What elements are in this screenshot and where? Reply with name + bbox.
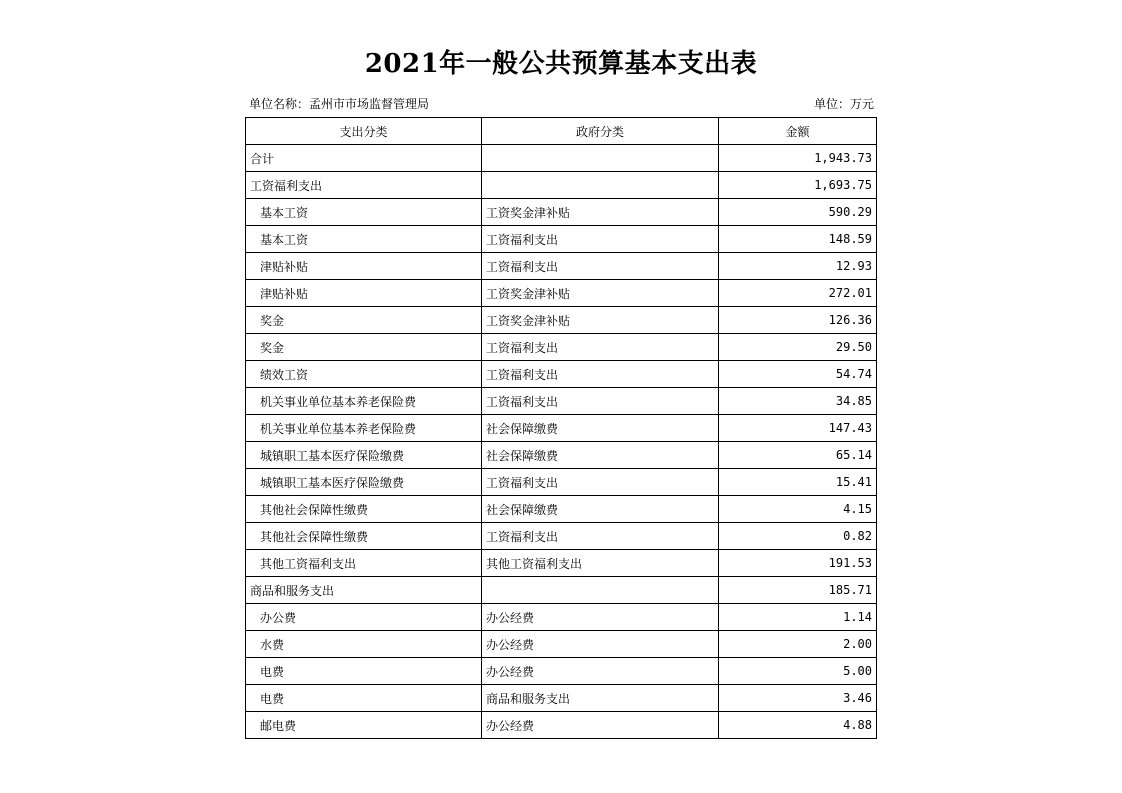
unit-name: 单位名称：孟州市市场监督管理局 — [249, 97, 430, 111]
page-title: 2021年一般公共预算基本支出表 — [364, 49, 758, 79]
cell-amount: 1,693.75 — [719, 172, 877, 199]
cell-amount: 15.41 — [719, 469, 877, 496]
table-row — [246, 550, 877, 577]
cell-gov-category: 商品和服务支出 — [482, 685, 719, 712]
cell-expense-category: 基本工资 — [246, 226, 482, 253]
cell-amount: 126.36 — [719, 307, 877, 334]
table-row — [246, 604, 877, 631]
cell-amount: 54.74 — [719, 361, 877, 388]
cell-amount: 590.29 — [719, 199, 877, 226]
cell-expense-category: 电费 — [246, 658, 482, 685]
cell-amount: 4.15 — [719, 496, 877, 523]
cell-gov-category: 工资奖金津补贴 — [482, 280, 719, 307]
table-row — [246, 172, 877, 199]
table-row — [246, 577, 877, 604]
table-row — [246, 145, 877, 172]
cell-expense-category: 办公费 — [246, 604, 482, 631]
cell-amount: 5.00 — [719, 658, 877, 685]
table-row — [246, 496, 877, 523]
cell-gov-category: 工资福利支出 — [482, 334, 719, 361]
cell-gov-category: 社会保障缴费 — [482, 415, 719, 442]
cell-expense-category: 水费 — [246, 631, 482, 658]
cell-amount: 147.43 — [719, 415, 877, 442]
cell-amount: 4.88 — [719, 712, 877, 739]
cell-gov-category — [482, 577, 719, 604]
cell-gov-category: 工资福利支出 — [482, 388, 719, 415]
cell-gov-category — [482, 172, 719, 199]
cell-expense-category: 机关事业单位基本养老保险费 — [246, 415, 482, 442]
cell-amount: 185.71 — [719, 577, 877, 604]
cell-gov-category: 工资奖金津补贴 — [482, 307, 719, 334]
cell-expense-category: 邮电费 — [246, 712, 482, 739]
cell-amount: 12.93 — [719, 253, 877, 280]
cell-gov-category: 社会保障缴费 — [482, 442, 719, 469]
table-row — [246, 388, 877, 415]
cell-expense-category: 电费 — [246, 685, 482, 712]
cell-amount: 272.01 — [719, 280, 877, 307]
cell-expense-category: 津贴补贴 — [246, 253, 482, 280]
cell-expense-category: 其他社会保障性缴费 — [246, 523, 482, 550]
cell-expense-category: 奖金 — [246, 334, 482, 361]
table-row — [246, 523, 877, 550]
cell-amount: 29.50 — [719, 334, 877, 361]
cell-gov-category: 办公经费 — [482, 604, 719, 631]
table-header-row — [246, 118, 877, 145]
cell-amount: 1.14 — [719, 604, 877, 631]
cell-gov-category: 工资福利支出 — [482, 226, 719, 253]
header-expense-category: 支出分类 — [246, 118, 482, 145]
table-row — [246, 307, 877, 334]
cell-amount: 148.59 — [719, 226, 877, 253]
cell-expense-category: 其他工资福利支出 — [246, 550, 482, 577]
cell-gov-category: 工资福利支出 — [482, 469, 719, 496]
cell-expense-category: 商品和服务支出 — [246, 577, 482, 604]
budget-table — [245, 117, 877, 739]
cell-gov-category: 工资福利支出 — [482, 253, 719, 280]
cell-gov-category: 办公经费 — [482, 631, 719, 658]
table-row — [246, 280, 877, 307]
cell-amount: 1,943.73 — [719, 145, 877, 172]
cell-gov-category: 办公经费 — [482, 658, 719, 685]
header-gov-category: 政府分类 — [482, 118, 719, 145]
table-row — [246, 712, 877, 739]
header-amount: 金额 — [719, 118, 877, 145]
cell-gov-category: 工资奖金津补贴 — [482, 199, 719, 226]
cell-gov-category: 其他工资福利支出 — [482, 550, 719, 577]
table-body — [246, 145, 877, 739]
table-row — [246, 361, 877, 388]
cell-expense-category: 奖金 — [246, 307, 482, 334]
table-row — [246, 442, 877, 469]
table-row — [246, 685, 877, 712]
table-row — [246, 226, 877, 253]
table-row — [246, 658, 877, 685]
table-row — [246, 334, 877, 361]
cell-expense-category: 基本工资 — [246, 199, 482, 226]
cell-gov-category: 工资福利支出 — [482, 361, 719, 388]
cell-gov-category: 工资福利支出 — [482, 523, 719, 550]
cell-gov-category: 办公经费 — [482, 712, 719, 739]
cell-gov-category: 社会保障缴费 — [482, 496, 719, 523]
cell-amount: 2.00 — [719, 631, 877, 658]
table-row — [246, 415, 877, 442]
cell-expense-category: 津贴补贴 — [246, 280, 482, 307]
cell-amount: 0.82 — [719, 523, 877, 550]
cell-expense-category: 城镇职工基本医疗保险缴费 — [246, 469, 482, 496]
cell-expense-category: 工资福利支出 — [246, 172, 482, 199]
cell-amount: 191.53 — [719, 550, 877, 577]
table-row — [246, 253, 877, 280]
cell-expense-category: 绩效工资 — [246, 361, 482, 388]
cell-amount: 34.85 — [719, 388, 877, 415]
unit-label: 单位：万元 — [813, 97, 874, 111]
table-row — [246, 631, 877, 658]
cell-amount: 65.14 — [719, 442, 877, 469]
cell-amount: 3.46 — [719, 685, 877, 712]
cell-expense-category: 合计 — [246, 145, 482, 172]
cell-gov-category — [482, 145, 719, 172]
table-row — [246, 199, 877, 226]
cell-expense-category: 机关事业单位基本养老保险费 — [246, 388, 482, 415]
cell-expense-category: 城镇职工基本医疗保险缴费 — [246, 442, 482, 469]
table-row — [246, 469, 877, 496]
cell-expense-category: 其他社会保障性缴费 — [246, 496, 482, 523]
